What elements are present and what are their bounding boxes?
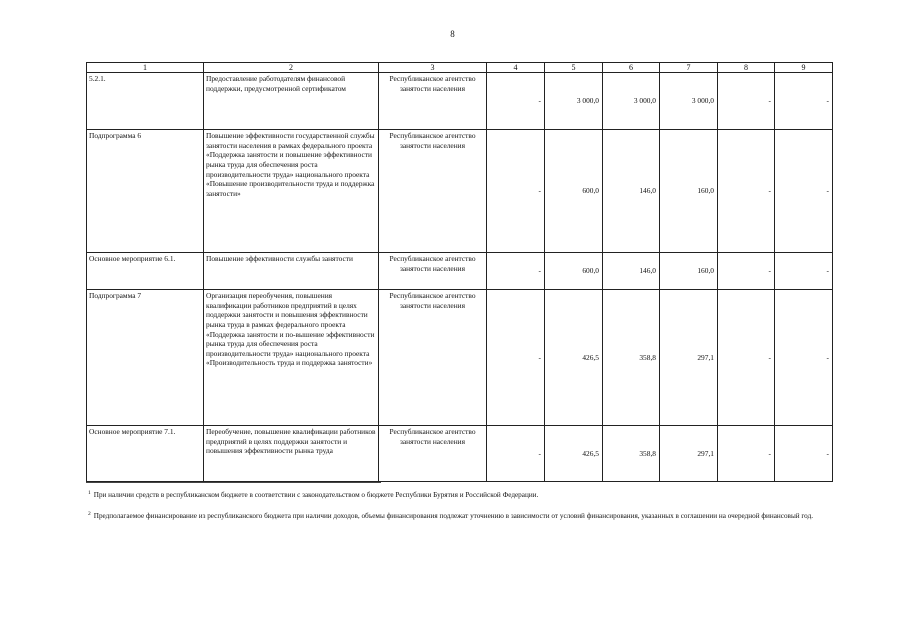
value-col9: -: [775, 290, 833, 426]
value-col9: -: [775, 130, 833, 253]
table-row: [87, 73, 833, 130]
value-col6: 358,8: [603, 426, 660, 482]
column-header: 4: [487, 63, 545, 73]
footnote-text: При наличии средств в республиканском бюджете в соответствии с законодательством о бюджете Республики Бурятия и Российской Федерации.: [93, 491, 539, 499]
value-col7: 297,1: [660, 290, 718, 426]
value-col7: 160,0: [660, 253, 718, 290]
value-col6: 358,8: [603, 290, 660, 426]
value-col5: 600,0: [545, 130, 603, 253]
row-code: Подпрограмма 7: [87, 290, 204, 426]
value-col8: -: [718, 290, 775, 426]
value-col8: -: [718, 130, 775, 253]
footnote-mark: 1: [88, 490, 91, 496]
value-col7: 160,0: [660, 130, 718, 253]
row-name: Организация переобучения, повышения квалификации работников предприятий в целях поддержки занятости и повышения эффективности рынка труда в рамках федерального проекта «Поддержка занятости и по-вышение эффективности рынка труда для обеспечения роста производительности труда» национального проекта «Производительность труда и поддержка занятости»: [204, 290, 379, 426]
row-code: Основное мероприятие 7.1.: [87, 426, 204, 482]
row-code: 5.2.1.: [87, 73, 204, 130]
row-name: Предоставление работодателям финансовой поддержки, предусмотренной сертификатом: [204, 73, 379, 130]
column-header: 8: [718, 63, 775, 73]
column-header: 3: [379, 63, 487, 73]
table-row: [87, 130, 833, 253]
value-col8: -: [718, 73, 775, 130]
value-col4: -: [487, 73, 545, 130]
program-funding-table: [86, 62, 833, 482]
row-executor: Республиканское агентство занятости населения: [379, 426, 487, 482]
value-col9: -: [775, 426, 833, 482]
footnote-1: [88, 490, 833, 501]
footnote-mark: 2: [88, 511, 91, 517]
value-col6: 146,0: [603, 130, 660, 253]
value-col9: -: [775, 253, 833, 290]
value-col7: 297,1: [660, 426, 718, 482]
row-name: Повышение эффективности государственной службы занятости населения в рамках федерального проекта «Поддержка занятости и повышение эффективности рынка труда для обеспечения роста производительности труда» национального проекта «Повышение производительности труда и поддержка занятости»: [204, 130, 379, 253]
value-col8: -: [718, 426, 775, 482]
column-header: 1: [87, 63, 204, 73]
value-col6: 146,0: [603, 253, 660, 290]
table-row: [87, 253, 833, 290]
value-col8: -: [718, 253, 775, 290]
table-row: [87, 426, 833, 482]
value-col4: -: [487, 290, 545, 426]
footnote-text: Предполагаемое финансирование из республиканского бюджета при наличии доходов, объемы финансирования подлежат уточнению в зависимости от условий финансирования, указанных в соглашении на очередной финансовый год.: [93, 512, 814, 520]
column-header: 6: [603, 63, 660, 73]
row-code: Подпрограмма 6: [87, 130, 204, 253]
value-col4: -: [487, 426, 545, 482]
row-code: Основное мероприятие 6.1.: [87, 253, 204, 290]
value-col4: -: [487, 253, 545, 290]
value-col7: 3 000,0: [660, 73, 718, 130]
row-name: Повышение эффективности службы занятости: [204, 253, 379, 290]
table-row: [87, 290, 833, 426]
value-col6: 3 000,0: [603, 73, 660, 130]
column-header: 2: [204, 63, 379, 73]
footnote-separator: [86, 482, 381, 483]
column-header: 5: [545, 63, 603, 73]
row-executor: Республиканское агентство занятости населения: [379, 290, 487, 426]
row-executor: Республиканское агентство занятости населения: [379, 253, 487, 290]
page-number: 8: [450, 29, 455, 39]
column-header: 9: [775, 63, 833, 73]
row-executor: Республиканское агентство занятости населения: [379, 130, 487, 253]
value-col5: 426,5: [545, 426, 603, 482]
column-header: 7: [660, 63, 718, 73]
table-header-row: [87, 63, 833, 73]
footnote-2: [88, 511, 833, 522]
row-name: Переобучение, повышение квалификации работников предприятий в целях поддержки занятости и повышения эффективности рынка труда: [204, 426, 379, 482]
value-col5: 600,0: [545, 253, 603, 290]
row-executor: Республиканское агентство занятости населения: [379, 73, 487, 130]
value-col9: -: [775, 73, 833, 130]
value-col4: -: [487, 130, 545, 253]
value-col5: 3 000,0: [545, 73, 603, 130]
value-col5: 426,5: [545, 290, 603, 426]
